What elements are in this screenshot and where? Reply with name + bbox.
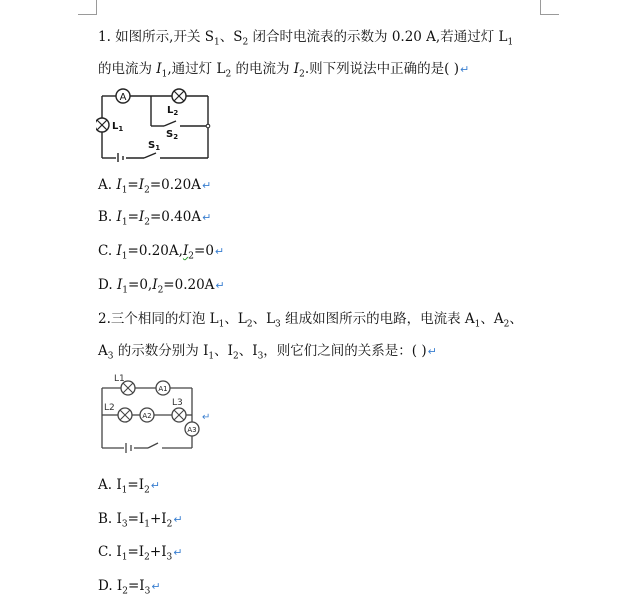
q2-lamp-l3 bbox=[172, 408, 186, 422]
q1-label-l2: $L_2$ bbox=[167, 105, 179, 117]
paragraph-mark: ↵ bbox=[459, 63, 470, 76]
paragraph-mark: ↵ bbox=[151, 580, 161, 593]
paragraph-mark: ↵ bbox=[427, 345, 437, 358]
q2-ammeter-a3 bbox=[185, 422, 199, 436]
q1-lamp-l1 bbox=[96, 118, 109, 132]
q2-option-a[interactable]: A. $I_1=I_2↵$ bbox=[98, 477, 161, 496]
q2-line-1: 2.三个相同的灯泡 $L_1$、$L_2$、$L_3$ 组成如图所示的电路，电流表 $A_1$、$A_2$、 bbox=[98, 311, 523, 330]
q2-label-l3: L3 bbox=[172, 398, 183, 408]
q1-label-s2: $S_2$ bbox=[166, 129, 179, 141]
q2-label-l1: L1 bbox=[114, 374, 125, 384]
q1-ammeter bbox=[116, 89, 130, 103]
paragraph-mark: ↵ bbox=[202, 412, 211, 423]
crop-mark-top-left bbox=[78, 0, 97, 15]
q1-circuit-figure bbox=[96, 86, 216, 162]
q2-circuit-figure bbox=[96, 372, 216, 454]
q2-ammeter-a2 bbox=[140, 408, 154, 422]
q2-line-2: $A_3$ 的示数分别为 $I_1$、$I_2$、$I_3$，则它们之间的关系是：( )↵ bbox=[98, 343, 437, 362]
paragraph-mark: ↵ bbox=[173, 546, 183, 559]
paragraph-mark: ↵ bbox=[214, 245, 225, 258]
q2-option-c[interactable]: C. $I_1=I_2+I_3↵$ bbox=[98, 544, 183, 563]
q1-option-c[interactable]: C. $I_1=0.20A,I_2=0↵$ bbox=[98, 243, 225, 262]
svg-text:A: A bbox=[119, 92, 127, 103]
q1-label-s1: $S_1$ bbox=[148, 140, 161, 152]
q1-label-l1: $L_1$ bbox=[112, 121, 124, 133]
q1-option-b[interactable]: B. $I_1=I_2=0.40A↵$ bbox=[98, 209, 212, 228]
q1-line-2: 的电流为 $I_1$,通过灯 $L_2$ 的电流为 $I_2$.则下列说法中正确的是( )↵ bbox=[98, 61, 470, 80]
svg-text:A2: A2 bbox=[142, 412, 152, 420]
svg-text:A3: A3 bbox=[187, 426, 197, 434]
paragraph-mark: ↵ bbox=[173, 513, 183, 526]
crop-mark-top-right bbox=[540, 0, 559, 15]
paragraph-mark: ↵ bbox=[202, 211, 212, 224]
q2-lamp-l2 bbox=[118, 408, 132, 422]
q1-option-a[interactable]: A. $I_1=I_2=0.20A↵$ bbox=[98, 177, 212, 196]
paragraph-mark: ↵ bbox=[201, 179, 212, 192]
svg-text:A1: A1 bbox=[158, 385, 168, 393]
q2-label-l2: L2 bbox=[104, 403, 115, 413]
q1-line-1: 1. 如图所示,开关 $S_1$、$S_2$ 闭合时电流表的示数为 0.20 A,若通过灯 $L_1$ bbox=[98, 29, 514, 48]
q2-option-d[interactable]: D. $I_2=I_3↵$ bbox=[98, 578, 161, 597]
q2-option-b[interactable]: B. $I_3=I_1+I_2↵$ bbox=[98, 511, 183, 530]
q1-option-d[interactable]: D. $I_1=0,I_2=0.20A↵$ bbox=[98, 277, 225, 296]
paragraph-mark: ↵ bbox=[215, 279, 225, 292]
q1-lamp-l2 bbox=[172, 89, 186, 103]
paragraph-mark: ↵ bbox=[150, 479, 161, 492]
q2-ammeter-a1 bbox=[156, 381, 170, 395]
